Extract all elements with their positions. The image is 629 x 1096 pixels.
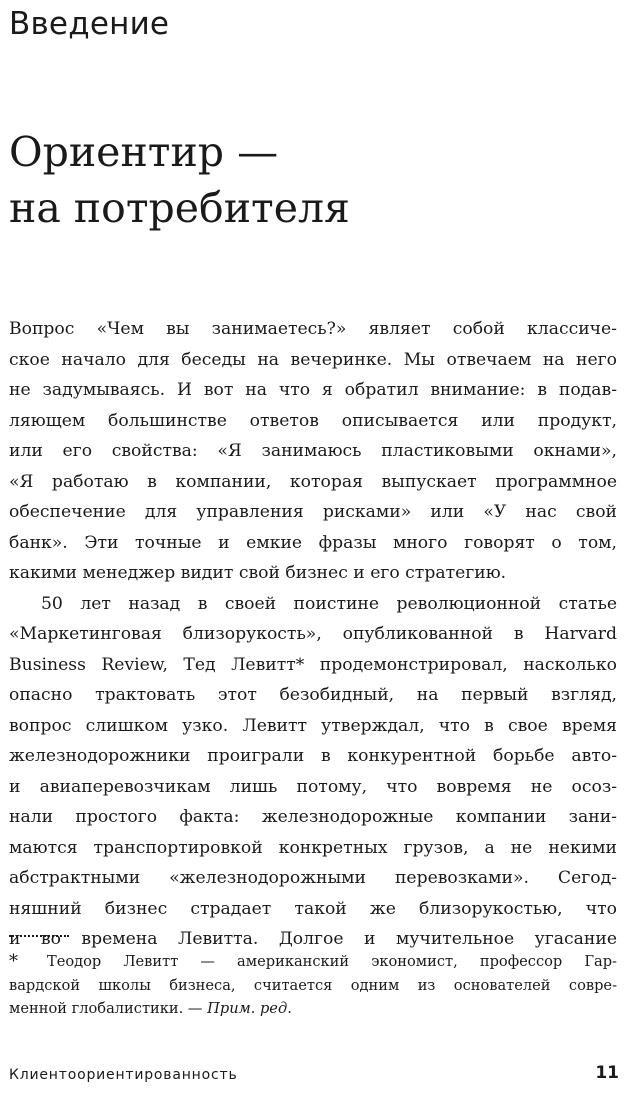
text-line: и во времена Левитта. Долгое и мучительное угасание — [9, 929, 617, 949]
section-label: Введение — [9, 6, 170, 42]
body-text — [9, 314, 617, 955]
text-line: Business Review, Тед Левитт* продемонстрировал, насколько — [9, 654, 617, 675]
running-footer-title: Клиентоориентированность — [9, 1067, 238, 1083]
text-line: и авиаперевозчикам лишь потому, что вовремя не осоз- — [9, 776, 617, 797]
text-line: маются транспортировкой конкретных грузов, а не некими — [9, 837, 617, 858]
text-line: «Я работаю в компании, которая выпускает программное — [9, 471, 617, 492]
footnote-line — [9, 950, 617, 974]
footnote — [9, 950, 617, 1021]
chapter-title-line-1: Ориентир — — [9, 128, 279, 176]
footnote-divider — [9, 935, 69, 937]
text-line: железнодорожники проиграли в конкурентной борьбе авто- — [9, 746, 617, 766]
text-line: или его свойства: «Я занимаюсь пластиковыми окнами», — [9, 441, 617, 461]
text-line: 50 лет назад в своей поистине революционной статье — [41, 593, 617, 614]
text-line: опасно трактовать этот безобидный, на первый взгляд, — [9, 685, 617, 705]
page-number: 11 — [595, 1063, 619, 1083]
text-line: абстрактными «железнодорожными перевозками». Сегод- — [9, 868, 617, 888]
text-line: банк». Эти точные и емкие фразы много говорят о том, — [9, 532, 617, 553]
footnote-line-1-text: Теодор Левитт — американский экономист, профессор Гар- — [47, 953, 617, 970]
text-line: «Маркетинговая близорукость», опубликованной в Harvard — [9, 624, 617, 644]
chapter-title — [9, 124, 619, 236]
text-line: вопрос слишком узко. Левитт утверждал, что в свое время — [9, 715, 617, 736]
footnote-marker: * — [9, 951, 18, 972]
text-line: ское начало для беседы на вечеринке. Мы отвечаем на него — [9, 349, 617, 370]
chapter-title-line-2: на потребителя — [9, 184, 350, 232]
editor-note: Прим. ред. — [207, 1000, 292, 1017]
footnote-line — [9, 997, 617, 1021]
text-line: Вопрос «Чем вы занимаетесь?» являет собой классиче- — [9, 319, 617, 339]
text-line: няшний бизнес страдает такой же близорукостью, что — [9, 898, 617, 919]
text-line: не задумываясь. И вот на что я обратил внимание: в подав- — [9, 380, 617, 400]
text-line: какими менеджер видит свой бизнес и его стратегию. — [9, 563, 507, 583]
footnote-line: вардской школы бизнеса, считается одним из основателей совре- — [9, 976, 617, 994]
text-line: ляющем большинстве ответов описывается или продукт, — [9, 410, 617, 431]
text-line: нали простого факта: железнодорожные компании зани- — [9, 807, 617, 827]
footnote-line-3-text: менной глобалистики. — — [9, 1000, 208, 1017]
text-line: обеспечение для управления рисками» или «У нас свой — [9, 502, 617, 522]
